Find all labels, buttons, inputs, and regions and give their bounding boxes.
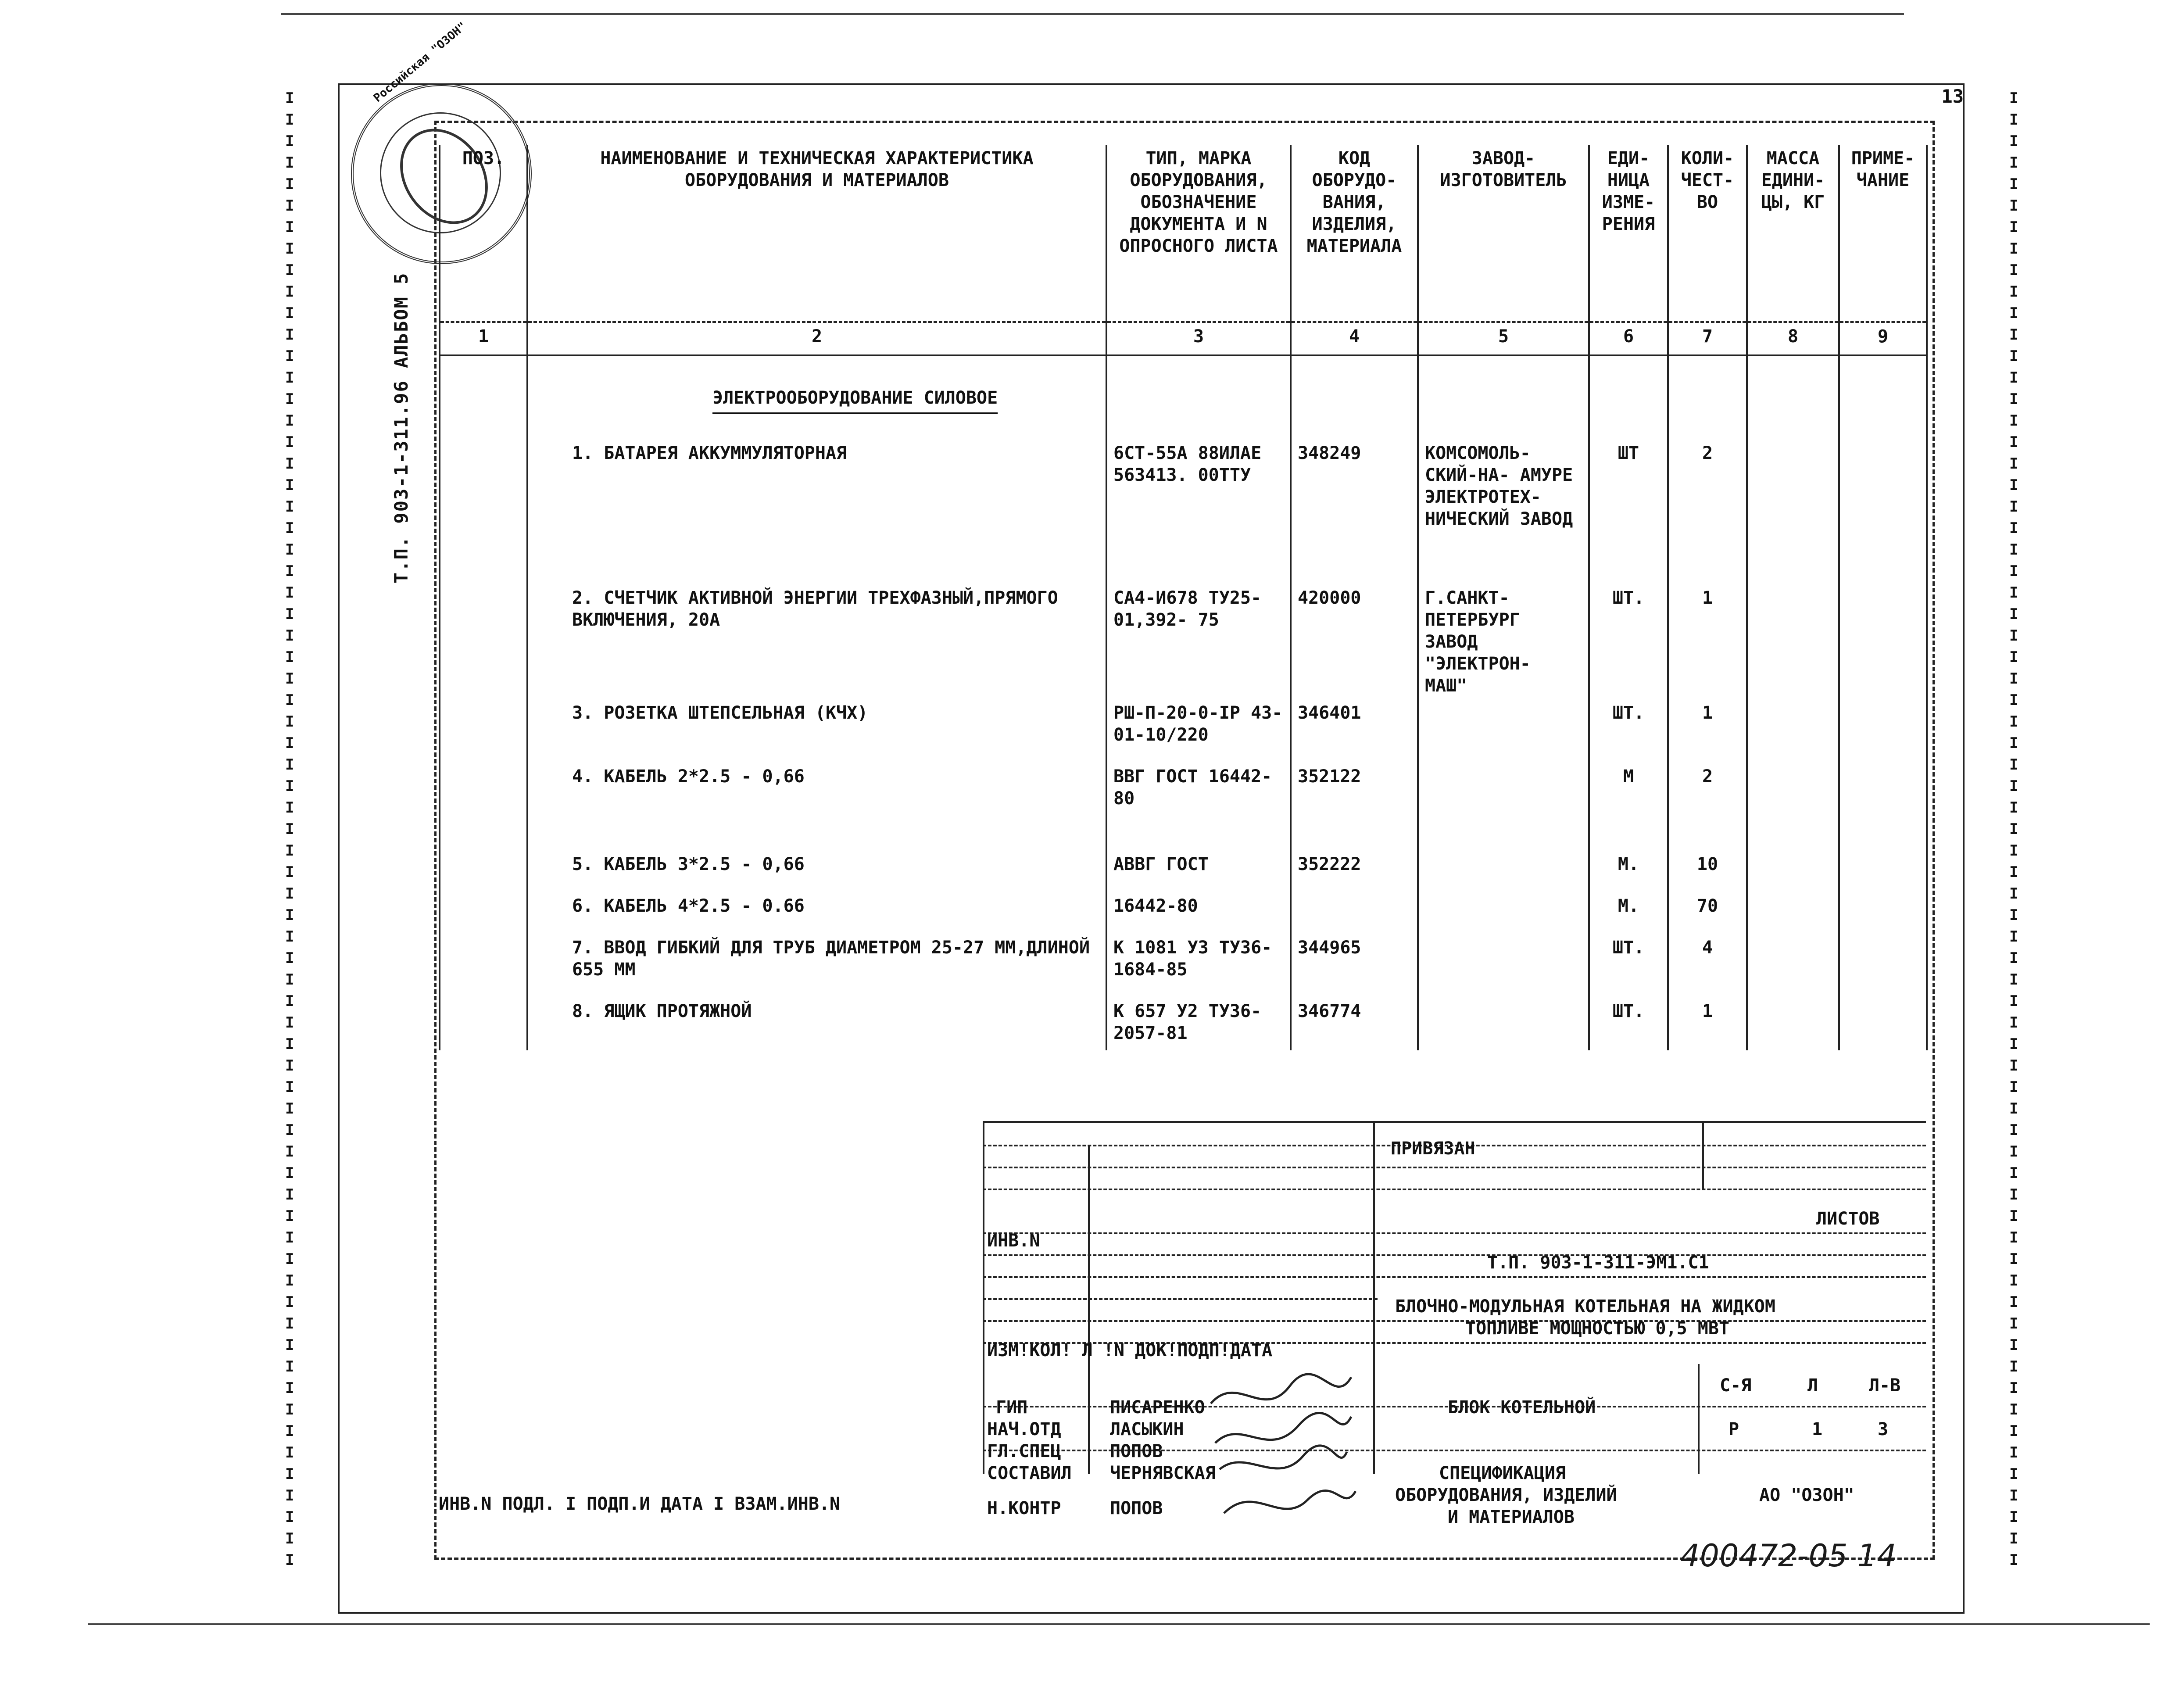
col-number: 7 bbox=[1668, 322, 1747, 355]
table-row bbox=[440, 998, 1927, 1050]
item-name: 6. КАБЕЛЬ 4*2.5 - 0.66 bbox=[527, 892, 1106, 934]
project-title-line-2: ТОПЛИВЕ МОЩНОСТЬЮ 0,5 МВТ bbox=[1465, 1318, 1730, 1339]
item-qty: 1 bbox=[1668, 998, 1747, 1050]
album-label: Т.П. 903-1-311.96 АЛЬБОМ 5 bbox=[390, 272, 412, 584]
role-label: ГИП bbox=[996, 1397, 1028, 1418]
item-code: 346774 bbox=[1291, 998, 1418, 1050]
table-row bbox=[440, 584, 1927, 699]
col-number: 9 bbox=[1839, 322, 1927, 355]
item-code bbox=[1291, 892, 1418, 934]
inventory-number-label: ИНВ.N bbox=[987, 1231, 1040, 1251]
item-note bbox=[1839, 892, 1927, 934]
item-name: 8. ЯЩИК ПРОТЯЖНОЙ bbox=[527, 998, 1106, 1050]
item-name: 4. КАБЕЛЬ 2*2.5 - 0,66 bbox=[527, 763, 1106, 851]
item-code: 352122 bbox=[1291, 763, 1418, 851]
table-row bbox=[440, 934, 1927, 998]
table-row bbox=[440, 440, 1927, 584]
item-maker bbox=[1418, 934, 1589, 998]
privyazan-label: ПРИВЯЗАН bbox=[1391, 1139, 1475, 1159]
col-header-code: КОД ОБОРУДО- ВАНИЯ, ИЗДЕЛИЯ, МАТЕРИАЛА bbox=[1291, 145, 1418, 322]
item-note bbox=[1839, 584, 1927, 699]
col-number: 6 bbox=[1589, 322, 1668, 355]
archive-columns: ИНВ.N ПОДЛ. I ПОДП.И ДАТА I ВЗАМ.ИНВ.N bbox=[439, 1494, 841, 1514]
item-qty: 2 bbox=[1668, 440, 1747, 584]
item-name: 1. БАТАРЕЯ АККУММУЛЯТОРНАЯ bbox=[527, 440, 1106, 584]
item-unit: М. bbox=[1589, 851, 1668, 892]
doc-type-line-3: И МАТЕРИАЛОВ bbox=[1448, 1507, 1575, 1527]
col-number: 5 bbox=[1418, 322, 1589, 355]
col-header-qty: КОЛИ- ЧЕСТ- ВО bbox=[1668, 145, 1747, 322]
col-header-unit: ЕДИ- НИЦА ИЗМЕ- РЕНИЯ bbox=[1589, 145, 1668, 322]
item-note bbox=[1839, 699, 1927, 763]
role-label: Н.КОНТР bbox=[987, 1498, 1061, 1518]
item-name: 5. КАБЕЛЬ 3*2.5 - 0,66 bbox=[527, 851, 1106, 892]
col-number: 8 bbox=[1747, 322, 1839, 355]
item-qty: 1 bbox=[1668, 699, 1747, 763]
col-header-maker: ЗАВОД- ИЗГОТОВИТЕЛЬ bbox=[1418, 145, 1589, 322]
item-note bbox=[1839, 934, 1927, 998]
item-mass bbox=[1747, 763, 1839, 851]
sheets-label: ЛИСТОВ bbox=[1816, 1209, 1880, 1229]
title-block bbox=[983, 1121, 1926, 1531]
item-maker bbox=[1418, 998, 1589, 1050]
sheet-number: 13 bbox=[1941, 86, 1964, 107]
stage-value-3: 3 bbox=[1878, 1419, 1889, 1439]
stage-header-1: С-Я bbox=[1720, 1375, 1752, 1396]
item-qty: 10 bbox=[1668, 851, 1747, 892]
left-margin-marks: I I I I I I I I I I I I I I I I I I I I I I I I I I I I I I I I I I I I I I I I I I I I I I I I I I I I I I I I I I I I I I I I I I I I I bbox=[285, 90, 294, 1569]
item-maker: Г.САНКТ- ПЕТЕРБУРГ ЗАВОД "ЭЛЕКТРОН- МАШ" bbox=[1418, 584, 1589, 699]
table-row bbox=[440, 892, 1927, 934]
col-header-note: ПРИМЕ- ЧАНИЕ bbox=[1839, 145, 1927, 322]
role-name: ПИСАРЕНКО bbox=[1110, 1397, 1205, 1418]
stage-header-2: Л bbox=[1807, 1375, 1818, 1396]
role-name: ЛАСЫКИН bbox=[1110, 1419, 1184, 1439]
item-type: СА4-И678 ТУ25-01,392- 75 bbox=[1106, 584, 1291, 699]
item-mass bbox=[1747, 851, 1839, 892]
item-maker bbox=[1418, 892, 1589, 934]
table-row bbox=[440, 699, 1927, 763]
role-name: ЧЕРНЯВСКАЯ bbox=[1110, 1463, 1216, 1483]
item-type: РШ-П-20-0-IP 43-01-10/220 bbox=[1106, 699, 1291, 763]
item-type: К 1081 У3 ТУ36-1684-85 bbox=[1106, 934, 1291, 998]
stage-value-2: 1 bbox=[1812, 1419, 1823, 1439]
item-maker bbox=[1418, 851, 1589, 892]
bottom-edge-line bbox=[88, 1623, 2150, 1625]
item-name: 2. СЧЕТЧИК АКТИВНОЙ ЭНЕРГИИ ТРЕХФАЗНЫЙ,ПРЯМОГО ВКЛЮЧЕНИЯ, 20А bbox=[527, 584, 1106, 699]
item-unit: ШТ. bbox=[1589, 998, 1668, 1050]
role-name: ПОПОВ bbox=[1110, 1498, 1163, 1518]
table-row bbox=[440, 763, 1927, 851]
col-number: 1 bbox=[440, 322, 527, 355]
company-name: АО "ОЗОН" bbox=[1759, 1485, 1854, 1505]
col-number: 4 bbox=[1291, 322, 1418, 355]
handwritten-archive-number: 400472-05 14 bbox=[1680, 1538, 1897, 1574]
role-label: НАЧ.ОТД bbox=[987, 1419, 1061, 1439]
item-qty: 1 bbox=[1668, 584, 1747, 699]
item-qty: 70 bbox=[1668, 892, 1747, 934]
item-type: К 657 У2 ТУ36-2057-81 bbox=[1106, 998, 1291, 1050]
item-mass bbox=[1747, 934, 1839, 998]
col-number: 2 bbox=[527, 322, 1106, 355]
item-maker: КОМСОМОЛЬ- СКИЙ-НА- АМУРЕ ЭЛЕКТРОТЕХ- НИЧЕСКИЙ ЗАВОД bbox=[1418, 440, 1589, 584]
doc-type-line-2: ОБОРУДОВАНИЯ, ИЗДЕЛИЙ bbox=[1395, 1485, 1617, 1505]
col-header-pos: ПОЗ. bbox=[440, 145, 527, 322]
role-label: СОСТАВИЛ bbox=[987, 1463, 1072, 1483]
item-type: 6СТ-55А 88ИЛАЕ 563413. 00ТТУ bbox=[1106, 440, 1291, 584]
item-name: 3. РОЗЕТКА ШТЕПСЕЛЬНАЯ (КЧХ) bbox=[527, 699, 1106, 763]
item-mass bbox=[1747, 892, 1839, 934]
item-code: 346401 bbox=[1291, 699, 1418, 763]
item-qty: 2 bbox=[1668, 763, 1747, 851]
item-type: 16442-80 bbox=[1106, 892, 1291, 934]
col-header-mass: МАССА ЕДИНИ- ЦЫ, КГ bbox=[1747, 145, 1839, 322]
item-code: 420000 bbox=[1291, 584, 1418, 699]
signature-scribble bbox=[1202, 1368, 1360, 1531]
item-mass bbox=[1747, 699, 1839, 763]
column-number-row bbox=[440, 322, 1927, 355]
item-maker bbox=[1418, 699, 1589, 763]
top-edge-line bbox=[281, 13, 1904, 15]
item-mass bbox=[1747, 584, 1839, 699]
header-row bbox=[440, 145, 1927, 322]
revision-header: ИЗМ!КОЛ! Л !N ДОК!ПОДП!ДАТА bbox=[987, 1340, 1273, 1361]
item-maker bbox=[1418, 763, 1589, 851]
item-unit: ШТ. bbox=[1589, 699, 1668, 763]
part-title: БЛОК КОТЕЛЬНОЙ bbox=[1448, 1397, 1596, 1418]
col-number: 3 bbox=[1106, 322, 1291, 355]
item-type: ВВГ ГОСТ 16442-80 bbox=[1106, 763, 1291, 851]
item-qty: 4 bbox=[1668, 934, 1747, 998]
right-margin-marks: I I I I I I I I I I I I I I I I I I I I I I I I I I I I I I I I I I I I I I I I I I I I I I I I I I I I I I I I I I I I I I I I I I I I I bbox=[2009, 90, 2018, 1569]
item-code: 352222 bbox=[1291, 851, 1418, 892]
section-title: ЭЛЕКТРООБОРУДОВАНИЕ СИЛОВОЕ bbox=[527, 355, 1106, 440]
item-type: АВВГ ГОСТ bbox=[1106, 851, 1291, 892]
col-header-name: НАИМЕНОВАНИЕ И ТЕХНИЧЕСКАЯ ХАРАКТЕРИСТИКА ОБОРУДОВАНИЯ И МАТЕРИАЛОВ bbox=[527, 145, 1106, 322]
doc-type-line-1: СПЕЦИФИКАЦИЯ bbox=[1439, 1463, 1566, 1483]
seal-text: Российская "ОЗОН" bbox=[371, 19, 469, 105]
specification-table bbox=[439, 145, 1928, 1050]
stage-value-1: Р bbox=[1729, 1419, 1739, 1439]
item-unit: ШТ bbox=[1589, 440, 1668, 584]
item-mass bbox=[1747, 998, 1839, 1050]
stage-header-3: Л-В bbox=[1869, 1375, 1901, 1396]
col-header-type: ТИП, МАРКА ОБОРУДОВАНИЯ, ОБОЗНАЧЕНИЕ ДОКУМЕНТА И N ОПРОСНОГО ЛИСТА bbox=[1106, 145, 1291, 322]
item-unit: ШТ. bbox=[1589, 584, 1668, 699]
table-row bbox=[440, 851, 1927, 892]
role-label: ГЛ.СПЕЦ bbox=[987, 1441, 1061, 1461]
item-unit: М. bbox=[1589, 892, 1668, 934]
item-code: 344965 bbox=[1291, 934, 1418, 998]
item-note bbox=[1839, 440, 1927, 584]
section-row bbox=[440, 355, 1927, 440]
role-name: ПОПОВ bbox=[1110, 1441, 1163, 1461]
item-name: 7. ВВОД ГИБКИЙ ДЛЯ ТРУБ ДИАМЕТРОМ 25-27 ММ,ДЛИНОЙ 655 ММ bbox=[527, 934, 1106, 998]
item-note bbox=[1839, 998, 1927, 1050]
project-title-line-1: БЛОЧНО-МОДУЛЬНАЯ КОТЕЛЬНАЯ НА ЖИДКОМ bbox=[1395, 1296, 1775, 1317]
item-unit: М bbox=[1589, 763, 1668, 851]
item-unit: ШТ. bbox=[1589, 934, 1668, 998]
document-code: Т.П. 903-1-311-ЭМ1.С1 bbox=[1487, 1253, 1709, 1273]
item-mass bbox=[1747, 440, 1839, 584]
item-note bbox=[1839, 763, 1927, 851]
item-code: 348249 bbox=[1291, 440, 1418, 584]
item-note bbox=[1839, 851, 1927, 892]
